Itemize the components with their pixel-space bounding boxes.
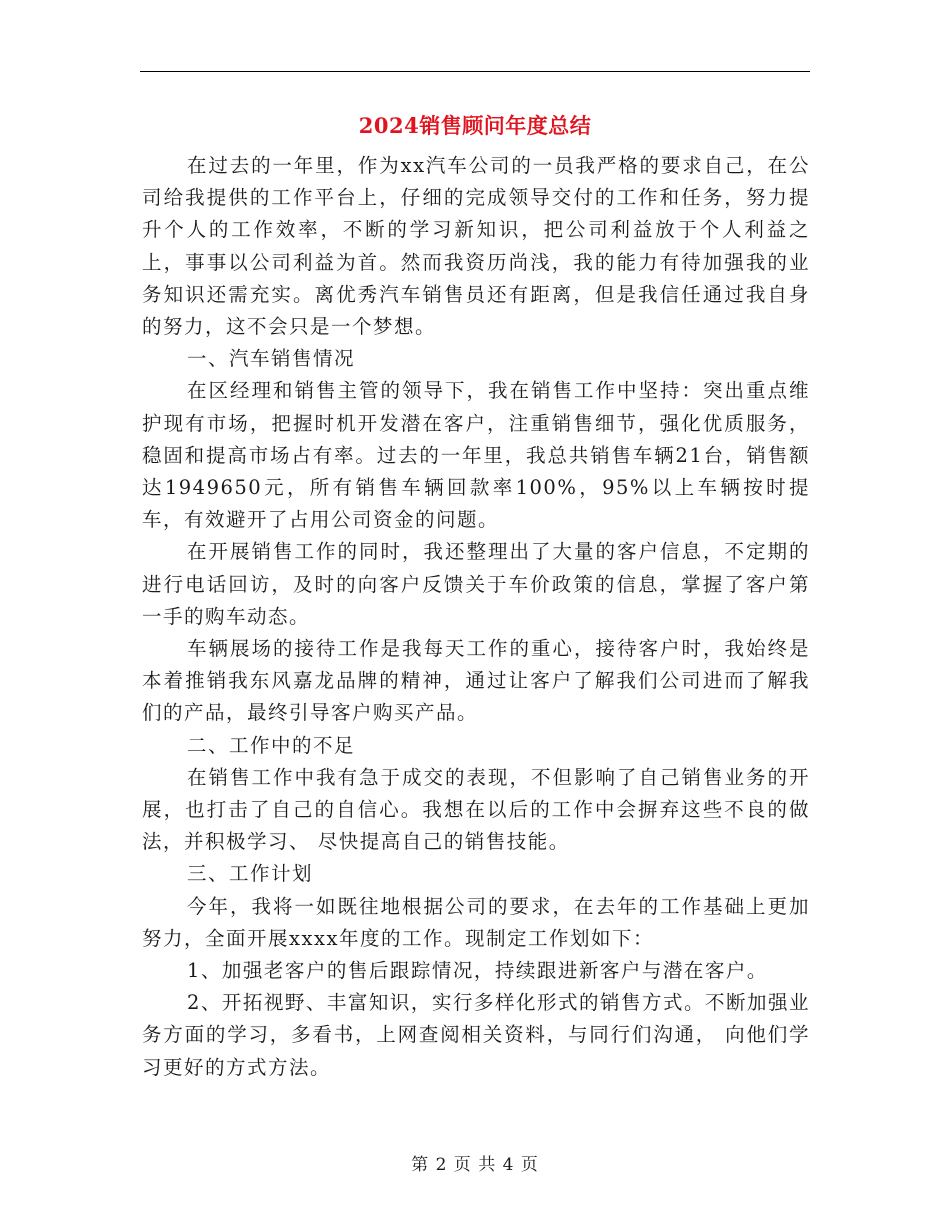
header-rule [140,71,810,72]
plan-item-2: 2、开拓视野、丰富知识，实行多样化形式的销售方式。不断加强业务方面的学习，多看书，上网查阅相关资料，与同行们沟通， 向他们学习更好的方式方法。 [142,991,810,1079]
document-title: 2024销售顾问年度总结 [358,113,592,138]
plan-item-1: 1、加强老客户的售后跟踪情况，持续跟进新客户与潜在客户。 [187,959,768,983]
section-heading-sales: 一、汽车销售情况 [187,347,356,371]
document-body [142,150,810,1084]
paragraph-customer-info: 在开展销售工作的同时，我还整理出了大量的客户信息，不定期的进行电话回访，及时的向客户反馈关于车价政策的信息，掌握了客户第一手的购车动态。 [142,540,810,628]
section-heading-shortcomings: 二、工作中的不足 [187,733,356,757]
section-heading-plan: 三、工作计划 [187,862,314,886]
page-number-footer: 第 2 页 共 4 页 [411,1155,539,1175]
paragraph-intro: 在过去的一年里，作为xx汽车公司的一员我严格的要求自己，在公司给我提供的工作平台上，仔细的完成领导交付的工作和任务，努力提升个人的工作效率，不断的学习新知识，把公司利益放于个人利益之上，事事以公司利益为首。然而我资历尚浅，我的能力有待加强我的业务知识还需充实。离优秀汽车销售员还有距离，但是我信任通过我自身的努力，这不会只是一个梦想。 [142,154,810,339]
paragraph-plan-intro: 今年，我将一如既往地根据公司的要求，在去年的工作基础上更加努力，全面开展xxxx年度的工作。现制定工作划如下： [142,894,810,950]
paragraph-shortcomings: 在销售工作中我有急于成交的表现，不但影响了自己销售业务的开展，也打击了自己的自信心。我想在以后的工作中会摒弃这些不良的做法，并积极学习、 尽快提高自己的销售技能。 [142,765,810,854]
paragraph-sales-summary: 在区经理和销售主管的领导下，我在销售工作中坚持：突出重点维护现有市场，把握时机开发潜在客户，注重销售细节，强化优质服务，稳固和提高市场占有率。过去的一年里，我总共销售车辆21台，销售额达1949650元，所有销售车辆回款率100%，95%以上车辆按时提车，有效避开了占用公司资金的问题。 [142,379,810,532]
paragraph-showroom: 车辆展场的接待工作是我每天工作的重心，接待客户时，我始终是本着推销我东风嘉龙品牌的精神，通过让客户了解我们公司进而了解我们的产品，最终引导客户购买产品。 [142,637,810,725]
